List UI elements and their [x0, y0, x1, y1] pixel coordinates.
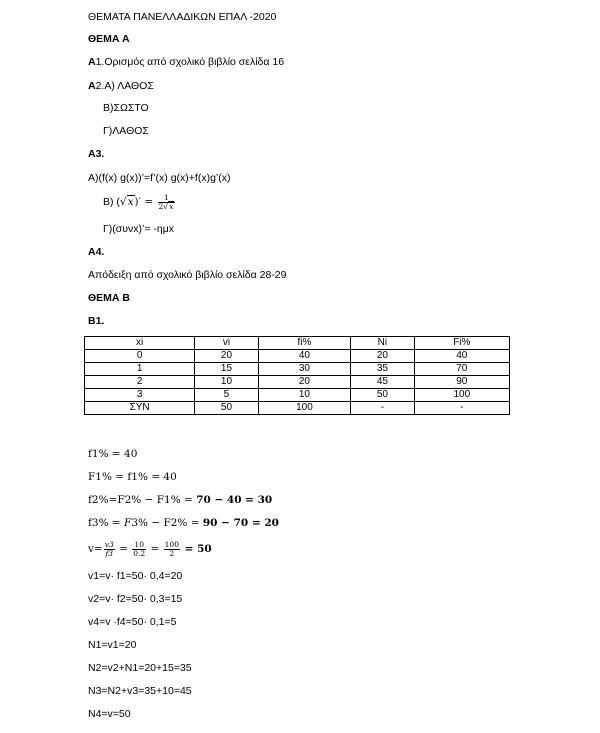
table-cell: -	[351, 402, 414, 415]
table-header-cell: Fi%	[414, 337, 509, 350]
table-cell: 70	[414, 363, 509, 376]
table-cell: 50	[351, 389, 414, 402]
a3-b-denominator: 2√x	[158, 201, 174, 211]
a3-b-mid: )′ =	[134, 196, 157, 208]
calc-line-5-pre: v=	[88, 543, 103, 555]
table-header-row	[85, 337, 510, 350]
answer-a1-text: 1.Ορισμός από σχολικό βιβλίο σελίδα 16	[95, 56, 285, 68]
calc-line-8: v4=v ·f4=50· 0,1=5	[88, 616, 177, 628]
table-cell: 100	[414, 389, 509, 402]
table-cell: 1	[85, 363, 195, 376]
table-cell: 100	[258, 402, 351, 415]
calc-line-10: N2=v2+N1=20+15=35	[88, 662, 192, 674]
calc-line-12: N4=v=50	[88, 708, 131, 720]
table-row	[85, 389, 510, 402]
answer-a3-c: Γ)(συνx)’= -ημx	[103, 223, 175, 235]
sqrt-radicand: x	[127, 196, 134, 208]
calc-frac-2: $\frac{10}{0.2}$	[133, 539, 146, 558]
table-cell: -	[414, 402, 509, 415]
table-row	[85, 376, 510, 389]
table-cell: 20	[351, 350, 414, 363]
table-header-cell: fi%	[258, 337, 351, 350]
calc-line-11: N3=N2+v3=35+10=45	[88, 685, 192, 697]
table-header-cell: xi	[85, 337, 195, 350]
table-row	[85, 402, 510, 415]
table-header-cell: Ni	[351, 337, 414, 350]
a3-b-prefix: Β) (	[103, 196, 120, 208]
answer-a2-b: Β)ΣΩΣΤΟ	[103, 102, 149, 114]
answer-a1	[88, 56, 284, 69]
sqrt-symbol: √	[119, 196, 127, 208]
table-cell: 10	[195, 376, 258, 389]
calc-line-6: v1=v· f1=50· 0,4=20	[88, 570, 183, 582]
calc-line-4-f: F	[124, 517, 132, 529]
section-title-thema-a: ΘΕΜΑ Α	[88, 33, 130, 45]
answer-a3-a: Α)(f(x) g(x))’=f’(x) g(x)+f(x)g’(x)	[88, 172, 231, 184]
table-cell: 90	[414, 376, 509, 389]
question-a4-title: Α4.	[88, 246, 105, 258]
calc-frac-1: $\frac{v3}{f3}$	[104, 539, 114, 558]
answer-a3-b	[103, 193, 176, 211]
calc-line-7: v2=v· f2=50· 0,3=15	[88, 593, 183, 605]
table-cell: 35	[351, 363, 414, 376]
answer-a4: Απόδειξη από σχολικό βιβλίο σελίδα 28-29	[88, 269, 287, 281]
section-title-thema-b: ΘΕΜΑ Β	[88, 292, 130, 304]
table-cell: 5	[195, 389, 258, 402]
table-row	[85, 363, 510, 376]
answer-a1-label: Α	[88, 56, 96, 68]
calc-line-1: f1% = 40	[88, 448, 138, 460]
table-cell: 40	[414, 350, 509, 363]
calc-line-4-mid: 3% − F2% =	[131, 517, 203, 529]
question-a3-title: Α3.	[88, 148, 105, 160]
answer-a2-text: 2.Α) ΛΑΘΟΣ	[95, 80, 154, 92]
table-header-cell: vi	[195, 337, 258, 350]
a3-b-numerator: 1	[158, 194, 176, 203]
table-cell: 15	[195, 363, 258, 376]
table-cell: 45	[351, 376, 414, 389]
table-cell: ΣΥΝ	[85, 402, 195, 415]
calc-line-4-pre: f3% =	[88, 517, 125, 529]
table-cell: 40	[258, 350, 351, 363]
frequency-table	[84, 336, 510, 415]
calc-line-3-post: 70 − 40 = 30	[196, 494, 273, 506]
answer-a2-c: Γ)ΛΑΘΟΣ	[103, 125, 149, 137]
document-header: ΘΕΜΑΤΑ ΠΑΝΕΛΛΑΔΙΚΩΝ ΕΠΑΛ -2020	[88, 11, 277, 23]
table-cell: 50	[195, 402, 258, 415]
calc-line-4	[88, 517, 279, 530]
table-cell: 30	[258, 363, 351, 376]
calc-frac-3: $\frac{100}{2}$	[164, 539, 179, 558]
table-cell: 20	[195, 350, 258, 363]
answer-a2-label: Α	[88, 80, 96, 92]
question-b1-title: Β1.	[88, 315, 105, 327]
calc-line-4-post: 90 − 70 = 20	[202, 517, 279, 529]
calc-line-5: v= $\frac{v3}{f3}$ = $\frac{10}{0.2}$ = $\frac{100}{2}$ = 50	[88, 539, 212, 558]
table-cell: 2	[85, 376, 195, 389]
calc-line-3-pre: f2%=F2% − F1% =	[88, 494, 197, 506]
table-cell: 10	[258, 389, 351, 402]
calc-line-9: N1=v1=20	[88, 639, 137, 651]
calc-line-3	[88, 494, 272, 507]
calc-line-2: F1% = f1% = 40	[88, 471, 177, 483]
table-cell: 0	[85, 350, 195, 363]
answer-a2	[88, 80, 154, 93]
a3-b-fraction	[158, 194, 176, 211]
table-cell: 20	[258, 376, 351, 389]
table-cell: 3	[85, 389, 195, 402]
table-row	[85, 350, 510, 363]
